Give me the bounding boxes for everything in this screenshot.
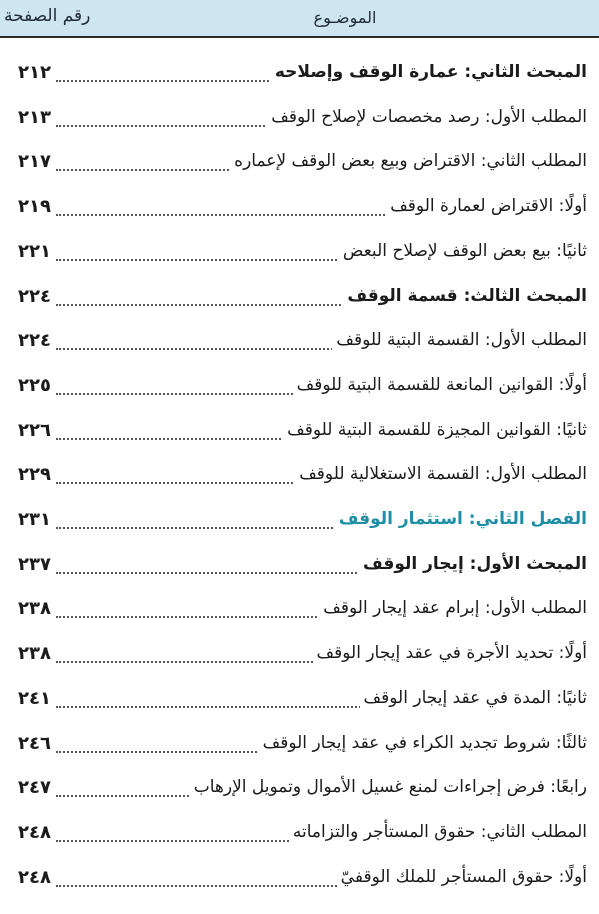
page-number: ٢٤٨ [18, 821, 51, 843]
page-number: ٢٤٦ [18, 732, 51, 754]
toc-entry[interactable] [0, 552, 599, 592]
entry-title: أولًا: القوانين المانعة للقسمة البتية للوقف [293, 375, 587, 395]
subject-column-label: الموضـوع [313, 8, 377, 27]
toc-entry[interactable] [0, 328, 599, 368]
toc-entry[interactable] [0, 284, 599, 324]
page-number: ٢٢٦ [18, 419, 51, 441]
page-number: ٢٤١ [18, 687, 51, 709]
toc-entry[interactable] [0, 596, 599, 636]
toc-entry[interactable] [0, 507, 599, 547]
page-number: ٢٢٩ [18, 464, 51, 486]
toc-entry[interactable] [0, 60, 599, 100]
toc-entry[interactable] [0, 105, 599, 145]
page-number: ٢٣٧ [18, 553, 51, 575]
section-title: المبحث الأول: إيجار الوقف [359, 554, 587, 574]
page-number: ٢٢٤ [18, 285, 51, 307]
section-title: المبحث الثاني: عمارة الوقف وإصلاحه [271, 62, 587, 82]
page-number: ٢٣١ [18, 509, 51, 530]
entry-title: أولًا: تحديد الأجرة في عقد إيجار الوقف [313, 643, 587, 663]
entry-title: المطلب الأول: القسمة البتية للوقف [332, 330, 587, 350]
entry-title: رابعًا: فرض إجراءات لمنع غسيل الأموال وتمويل الإرهاب [190, 777, 587, 797]
entry-title: ثالثًا: شروط تجديد الكراء في عقد إيجار الوقف [259, 733, 587, 753]
page-number: ٢٤٧ [18, 777, 51, 799]
entry-title: المطلب الثاني: الاقتراض وبيع بعض الوقف لإعماره [230, 151, 587, 171]
entry-title: المطلب الثاني: حقوق المستأجر والتزاماته [289, 822, 587, 842]
toc-entry[interactable] [0, 418, 599, 458]
entry-title: ثانيًا: القوانين المجيزة للقسمة البتية للوقف [283, 420, 587, 440]
toc-entry[interactable] [0, 686, 599, 726]
toc-entry[interactable] [0, 820, 599, 860]
page-number: ٢١٩ [18, 196, 51, 218]
page-number: ٢٣٨ [18, 598, 51, 620]
toc-entry[interactable] [0, 865, 599, 905]
toc-entry[interactable] [0, 373, 599, 413]
toc-entry[interactable] [0, 775, 599, 815]
page-number: ٢٢٥ [18, 374, 51, 396]
page-number: ٢٢٤ [18, 330, 51, 352]
entry-title: ثانيًا: بيع بعض الوقف لإصلاح البعض [339, 241, 587, 261]
page-number: ٢٣٨ [18, 643, 51, 665]
toc-entry[interactable] [0, 149, 599, 189]
page-number-column-label: رقم الصفحة [4, 6, 91, 26]
toc-entry[interactable] [0, 641, 599, 681]
page-number: ٢٤٨ [18, 866, 51, 888]
entry-title: المطلب الأول: القسمة الاستغلالية للوقف [295, 464, 587, 484]
entry-title: أولًا: الاقتراض لعمارة الوقف [386, 196, 587, 216]
toc-entry[interactable] [0, 462, 599, 502]
entry-title: المطلب الأول: رصد مخصصات لإصلاح الوقف [267, 107, 587, 127]
page-number: ٢١٢ [18, 62, 51, 83]
toc-entry[interactable] [0, 731, 599, 771]
toc-header [0, 0, 599, 38]
page-number: ٢١٧ [18, 151, 51, 173]
entry-title: أولًا: حقوق المستأجر للملك الوقفيّ [337, 867, 587, 887]
entry-title: ثانيًا: المدة في عقد إيجار الوقف [360, 688, 587, 708]
page-number: ٢١٣ [18, 106, 51, 128]
toc-entry[interactable] [0, 239, 599, 279]
chapter-title: الفصل الثاني: استثمار الوقف [335, 509, 587, 529]
section-title: المبحث الثالث: قسمة الوقف [343, 286, 587, 306]
entry-title: المطلب الأول: إبرام عقد إيجار الوقف [319, 598, 587, 618]
page-number: ٢٢١ [18, 240, 51, 262]
toc-entry[interactable] [0, 194, 599, 234]
